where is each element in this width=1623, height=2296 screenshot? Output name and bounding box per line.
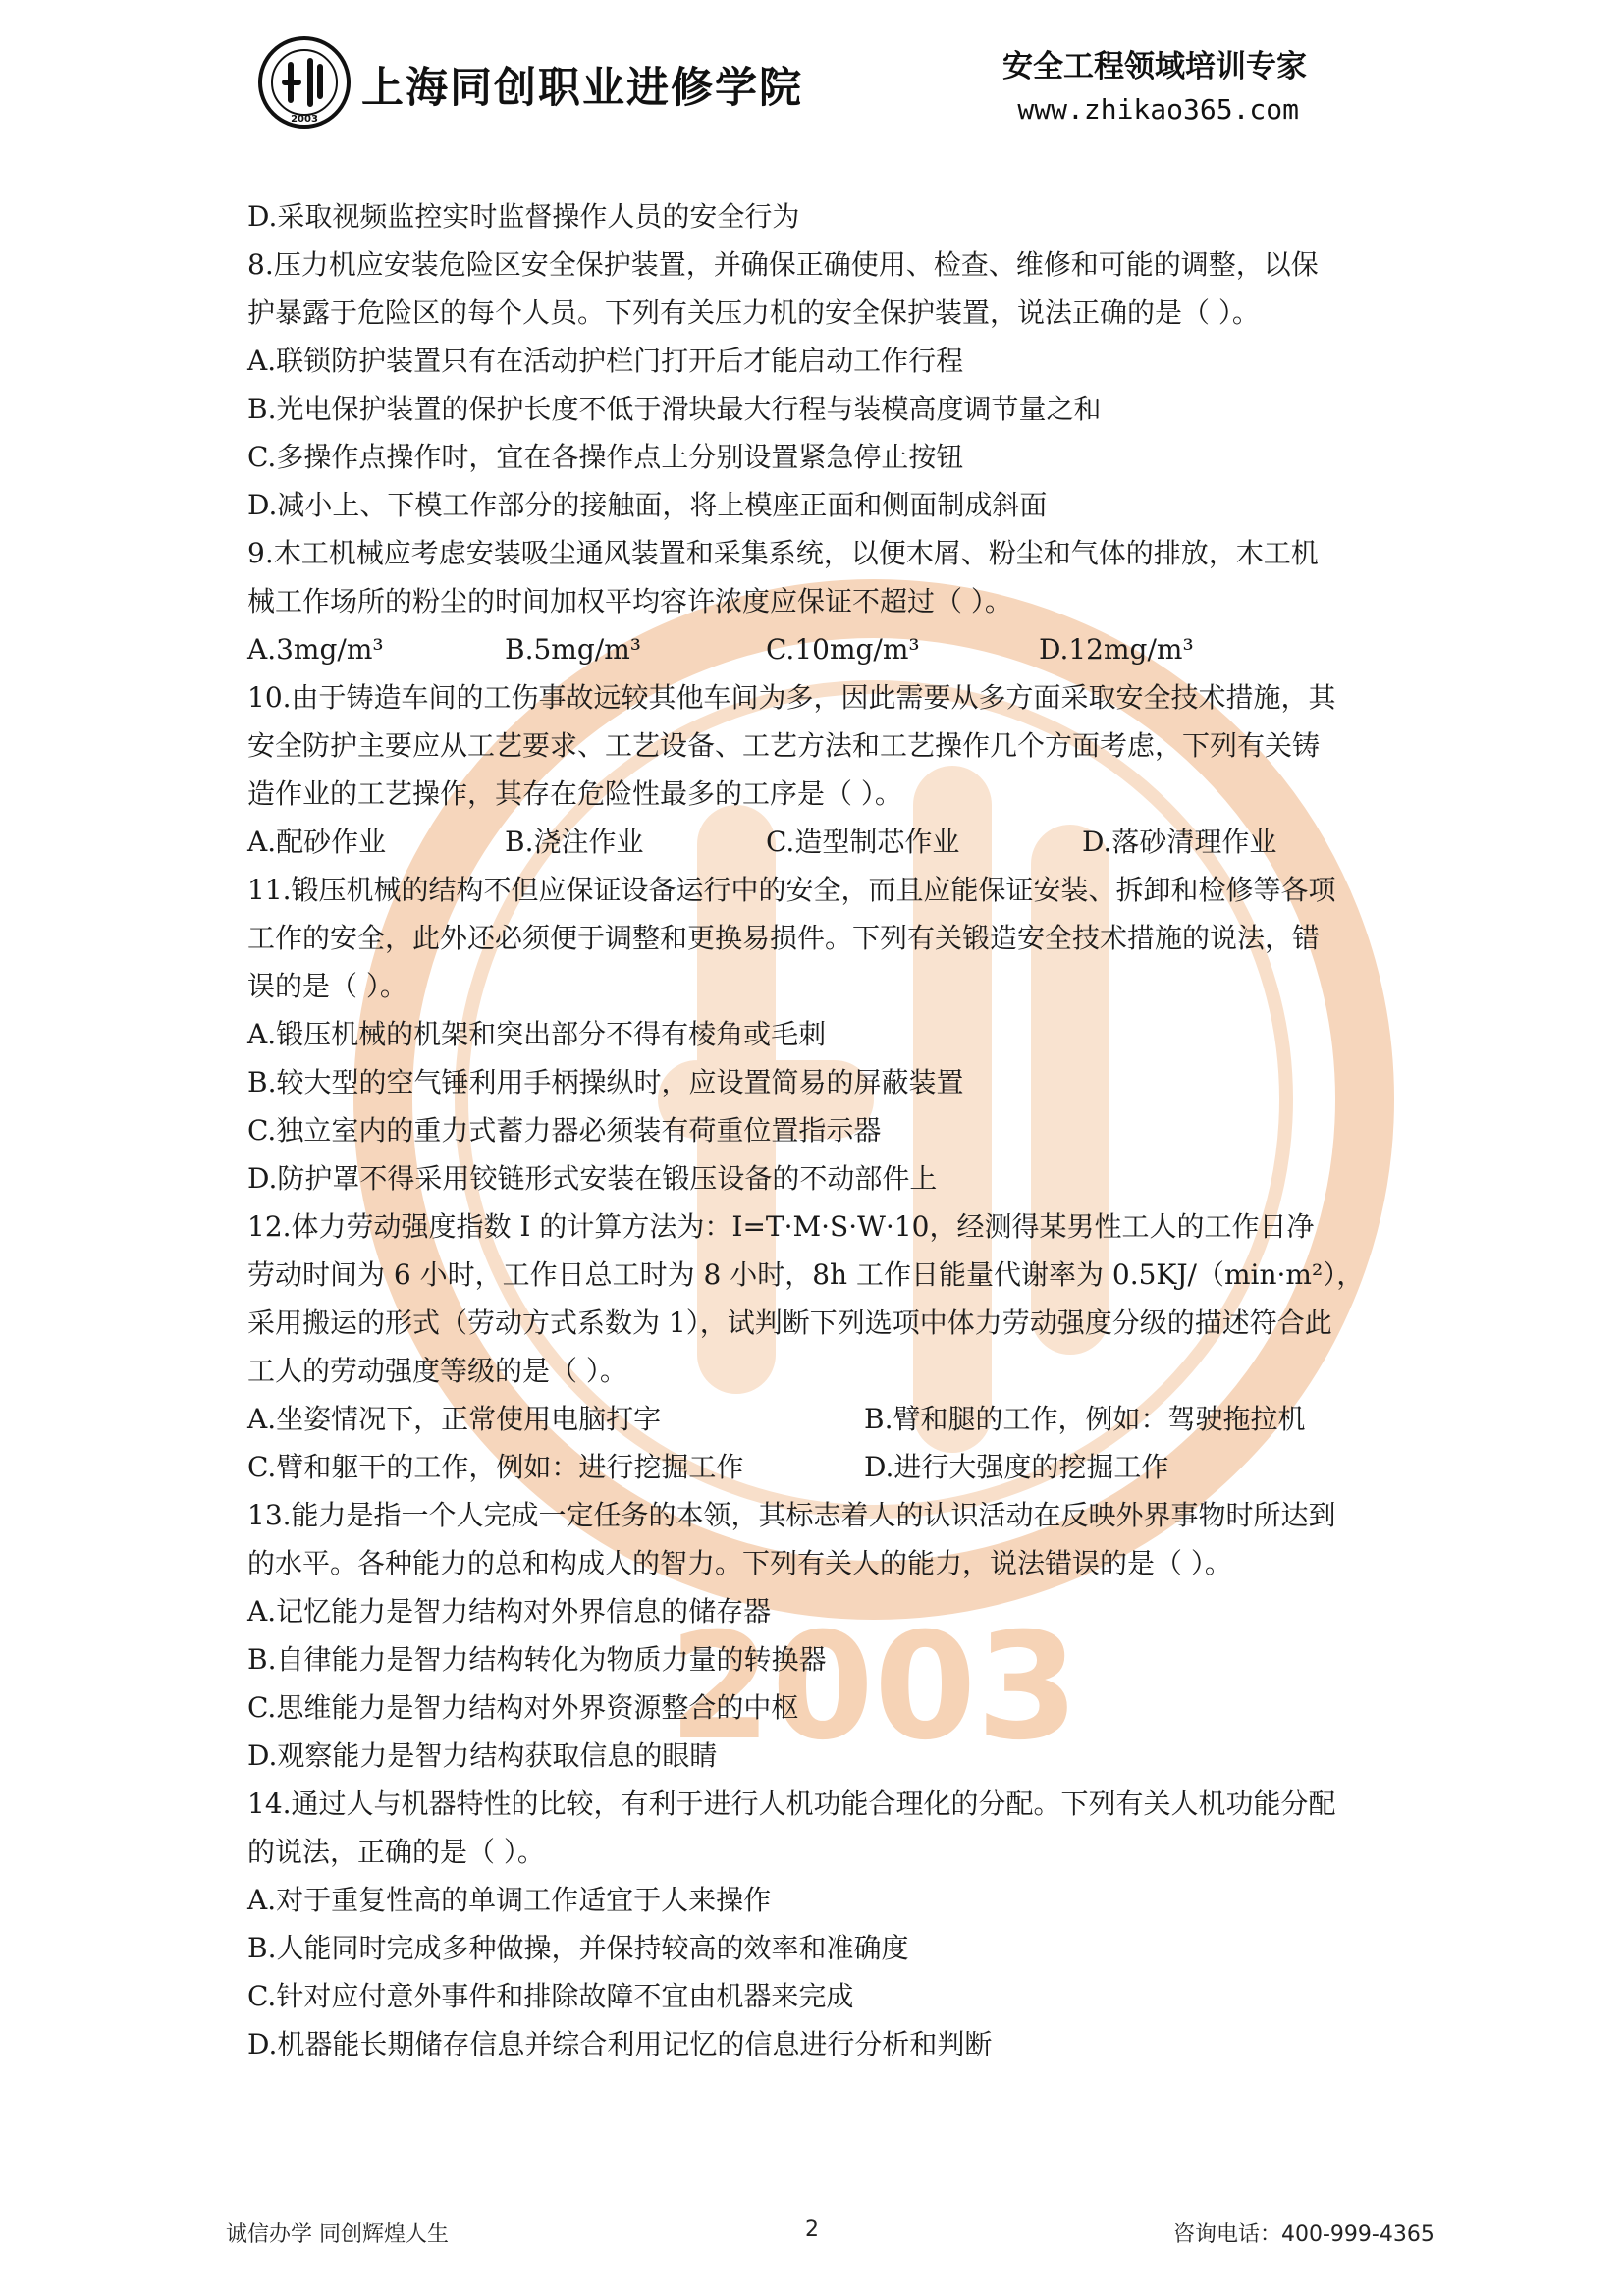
question-10-stem: 安全防护主要应从工艺要求、工艺设备、工艺方法和工艺操作几个方面考虑，下列有关铸	[247, 729, 1321, 762]
question-14-stem: 14.通过人与机器特性的比较，有利于进行人机功能合理化的分配。下列有关人机功能分配	[247, 1788, 1336, 1820]
footer-hotline: 咨询电话：400-999-4365	[1173, 2222, 1434, 2247]
header-website: www.zhikao365.com	[1017, 93, 1299, 126]
option-b: B.5mg/m³	[505, 633, 641, 666]
question-11-option: B.较大型的空气锤利用手柄操纵时，应设置简易的屏蔽装置	[247, 1066, 964, 1098]
option-a: A.坐姿情况下，正常使用电脑打字	[247, 1403, 662, 1435]
question-14-option: C.针对应付意外事件和排除故障不宜由机器来完成	[247, 1980, 854, 2012]
question-12-options-row	[247, 1443, 1386, 1491]
question-14-option: B.人能同时完成多种做操，并保持较高的效率和准确度	[247, 1932, 909, 1964]
question-12-stem: 劳动时间为 6 小时，工作日总工时为 8 小时，8h 工作日能量代谢率为 0.5KJ/（min·m²），	[247, 1258, 1365, 1291]
college-name: 上海同创职业进修学院	[361, 64, 803, 113]
question-9-stem: 9.木工机械应考虑安装吸尘通风装置和采集系统，以便木屑、粉尘和气体的排放，木工机	[247, 537, 1319, 569]
question-8-option: D.减小上、下模工作部分的接触面，将上模座正面和侧面制成斜面	[247, 489, 1048, 521]
question-12-options-row	[247, 1395, 1386, 1443]
option-c: C.臂和躯干的工作，例如：进行挖掘工作	[247, 1451, 744, 1483]
question-11-option: A.锻压机械的机架和突出部分不得有棱角或毛刺	[247, 1018, 827, 1050]
exam-content	[247, 192, 1386, 2068]
question-9-stem: 械工作场所的粉尘的时间加权平均容许浓度应保证不超过（ ）。	[247, 585, 1012, 617]
question-13-stem: 13.能力是指一个人完成一定任务的本领，其标志着人的认识活动在反映外界事物时所达到	[247, 1499, 1336, 1531]
question-8-stem: 护暴露于危险区的每个人员。下列有关压力机的安全保护装置，说法正确的是（ ）。	[247, 296, 1260, 329]
question-14-option: A.对于重复性高的单调工作适宜于人来操作	[247, 1884, 772, 1916]
question-8-option: B.光电保护装置的保护长度不低于滑块最大行程与装模高度调节量之和	[247, 393, 1102, 425]
page-header	[0, 0, 1623, 167]
option-c: C.10mg/m³	[766, 633, 920, 666]
question-10-stem: 10.由于铸造车间的工伤事故远较其他车间为多，因此需要从多方面采取安全技术措施，其	[247, 681, 1336, 714]
page-number: 2	[805, 2217, 819, 2242]
question-8-option: C.多操作点操作时，宜在各操作点上分别设置紧急停止按钮	[247, 441, 964, 473]
text-line: D.采取视频监控实时监督操作人员的安全行为	[247, 200, 800, 233]
option-c: C.造型制芯作业	[766, 826, 960, 858]
watermark-year: 2003	[669, 1602, 1079, 1773]
question-12-stem: 采用搬运的形式（劳动方式系数为 1），试判断下列选项中体力劳动强度分级的描述符合此	[247, 1307, 1332, 1339]
question-8-stem: 8.压力机应安装危险区安全保护装置，并确保正确使用、检查、维修和可能的调整，以保	[247, 248, 1319, 281]
question-9-options	[247, 625, 1386, 673]
page-footer	[0, 2217, 1623, 2257]
option-d: D.落砂清理作业	[1082, 826, 1277, 858]
logo-year: 2003	[291, 114, 318, 125]
question-14-stem: 的说法，正确的是（ ）。	[247, 1836, 545, 1868]
option-d: D.进行大强度的挖掘工作	[864, 1451, 1169, 1483]
question-11-stem: 工作的安全，此外还必须便于调整和更换易损件。下列有关锻造安全技术措施的说法，错	[247, 922, 1321, 954]
question-14-option: D.机器能长期储存信息并综合利用记忆的信息进行分析和判断	[247, 2028, 993, 2060]
option-a: A.3mg/m³	[247, 633, 384, 666]
option-d: D.12mg/m³	[1039, 633, 1194, 666]
question-10-stem: 造作业的工艺操作，其存在危险性最多的工序是（ ）。	[247, 777, 902, 810]
question-11-option: D.防护罩不得采用铰链形式安装在锻压设备的不动部件上	[247, 1162, 938, 1195]
question-13-option: D.观察能力是智力结构获取信息的眼睛	[247, 1739, 718, 1772]
question-8-option: A.联锁防护装置只有在活动护栏门打开后才能启动工作行程	[247, 345, 964, 377]
question-12-stem: 工人的劳动强度等级的是（ ）。	[247, 1355, 627, 1387]
question-13-stem: 的水平。各种能力的总和构成人的智力。下列有关人的能力，说法错误的是（ ）。	[247, 1547, 1232, 1579]
option-b: B.浇注作业	[505, 826, 644, 858]
question-13-option: A.记忆能力是智力结构对外界信息的储存器	[247, 1595, 772, 1628]
question-11-stem: 11.锻压机械的结构不但应保证设备运行中的安全，而且应能保证安装、拆卸和检修等各项	[247, 874, 1336, 906]
question-10-options	[247, 818, 1386, 866]
question-12-stem: 12.体力劳动强度指数 I 的计算方法为：I=T·M·S·W·10，经测得某男性工人的工作日净	[247, 1210, 1315, 1243]
footer-motto: 诚信办学 同创辉煌人生	[226, 2222, 449, 2247]
option-a: A.配砂作业	[247, 826, 387, 858]
question-11-stem: 误的是（ ）。	[247, 970, 407, 1002]
question-11-option: C.独立室内的重力式蓄力器必须装有荷重位置指示器	[247, 1114, 882, 1147]
college-logo-icon	[257, 35, 352, 130]
option-b: B.臂和腿的工作，例如：驾驶拖拉机	[864, 1403, 1306, 1435]
question-13-option: B.自律能力是智力结构转化为物质力量的转换器	[247, 1643, 827, 1676]
header-slogan: 安全工程领域培训专家	[1002, 49, 1307, 84]
question-13-option: C.思维能力是智力结构对外界资源整合的中枢	[247, 1691, 799, 1724]
